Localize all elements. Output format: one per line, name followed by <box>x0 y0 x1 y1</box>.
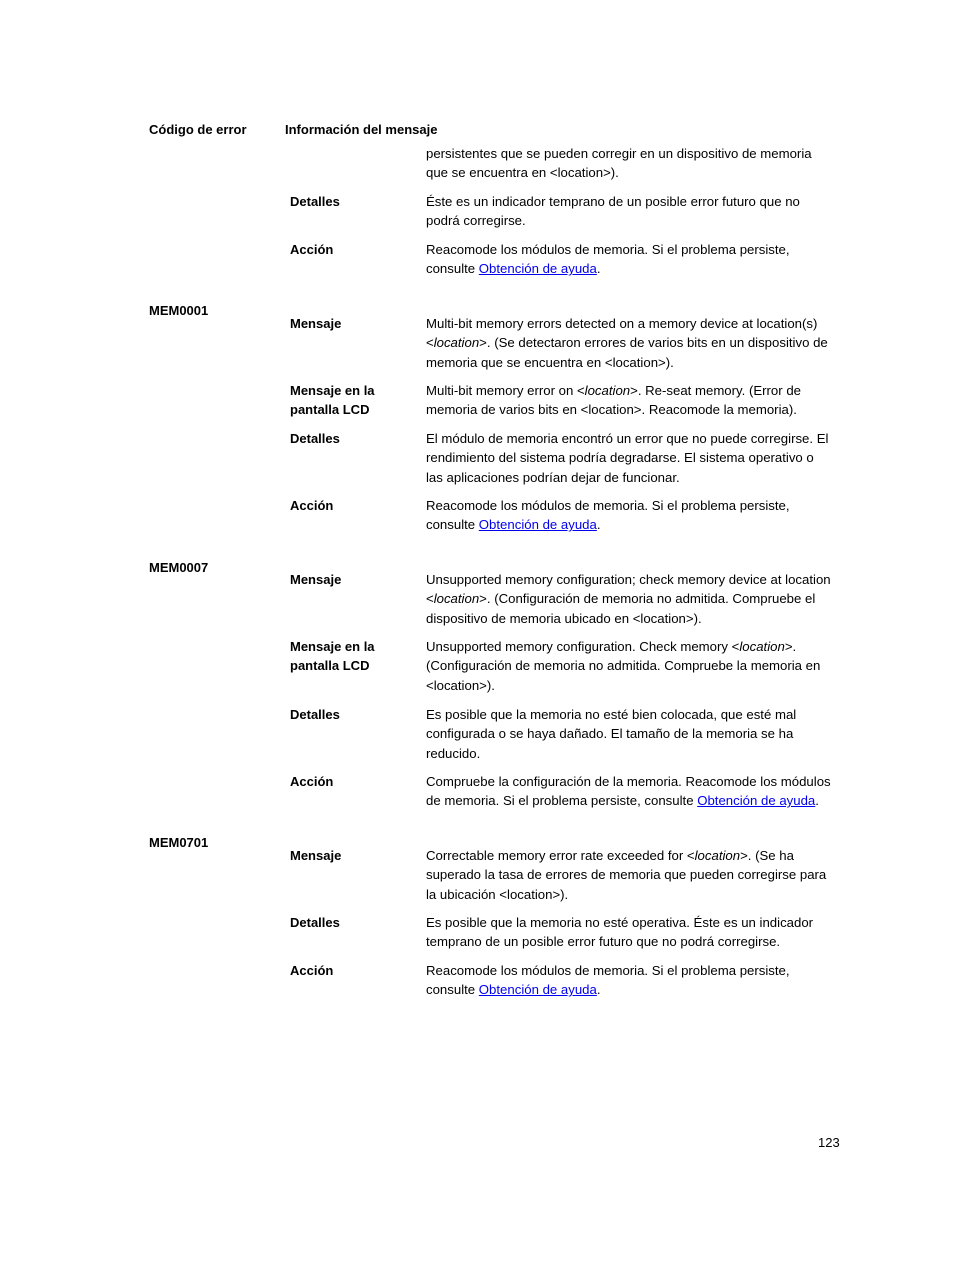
mem0001-msg-a: Multi-bit memory errors detected on a memory device at location(s) < <box>426 316 818 351</box>
mem0001-action-prefix: Reacomode los módulos de memoria. Si el problema persiste, consulte <box>426 498 790 533</box>
mem0701-msg-b: >. (Se ha superado la tasa de errores de memoria que pueden corregirse para la ubicación <location>). <box>426 848 827 902</box>
mem0701-msg-a: Correctable memory error rate exceeded for < <box>426 848 695 863</box>
mem0701-help-link[interactable]: Obtención de ayuda <box>478 982 597 998</box>
continued-details-label: Detalles <box>290 194 340 209</box>
mem0007-help-link[interactable]: Obtención de ayuda <box>697 793 816 809</box>
mem0007-action-label: Acción <box>290 774 334 789</box>
mem0001-msg-italic: location <box>433 335 480 351</box>
column-header-message-info: Información del mensaje <box>285 122 438 137</box>
mem0007-details-text: Es posible que la memoria no esté bien colocada, que esté mal configurada o se haya dañado. El tamaño de la memoria se ha reducido. <box>426 707 797 761</box>
mem0001-lcd-b: >. Re-seat memory. (Error de memoria de varios bits en <location>. Reacomode la memoria). <box>426 383 801 418</box>
continued-details-text: Éste es un indicador temprano de un posible error futuro que no podrá corregirse. <box>426 194 800 229</box>
mem0007-msg-b: >. (Configuración de memoria no admitida. Compruebe el dispositivo de memoria ubicado en <location>). <box>426 591 816 626</box>
mem0701-action-text <box>426 961 834 1000</box>
mem0701-details-text: Es posible que la memoria no esté operativa. Éste es un indicador temprano de un posible error futuro que no podrá corregirse. <box>426 915 814 950</box>
mem0007-message-text <box>426 570 834 628</box>
page-number: 123 <box>818 1135 840 1150</box>
mem0701-message-text <box>426 846 834 904</box>
mem0001-message-label: Mensaje <box>290 316 342 331</box>
mem0001-details-text: El módulo de memoria encontró un error que no puede corregirse. El rendimiento del sistema podría degradarse. El sistema operativo o las aplicaciones podrían dejar de funcionar. <box>426 431 829 485</box>
mem0001-message-text <box>426 314 834 372</box>
mem0001-lcd-label: Mensaje en la pantalla LCD <box>290 383 375 418</box>
mem0701-details-label: Detalles <box>290 915 340 930</box>
mem0007-action-end: . <box>815 793 819 809</box>
mem0701-action-label: Acción <box>290 963 334 978</box>
mem0007-lcd-italic: location <box>739 639 785 654</box>
mem0007-lcd-label: Mensaje en la pantalla LCD <box>290 639 375 674</box>
mem0001-action-end: . <box>596 517 601 533</box>
continued-action-prefix: Reacomode los módulos de memoria. Si el problema persiste, consulte <box>426 242 790 277</box>
mem0007-lcd-text <box>426 637 834 695</box>
mem0001-action-label: Acción <box>290 498 334 513</box>
mem0007-lcd-a: Unsupported memory configuration. Check memory < <box>426 639 740 654</box>
mem0701-msg-italic: location <box>694 848 741 863</box>
mem0701-action-prefix: Reacomode los módulos de memoria. Si el problema persiste, consulte <box>426 963 790 998</box>
continued-message-text <box>426 144 834 183</box>
mem0007-msg-italic: location <box>433 591 480 607</box>
error-code-mem0007: MEM0007 <box>149 560 209 575</box>
error-code-mem0001: MEM0001 <box>149 303 209 318</box>
mem0007-action-prefix: Compruebe la configuración de la memoria. Reacomode los módulos de memoria. Si el problema persiste, consulte <box>426 774 831 809</box>
mem0001-action-text <box>426 496 834 535</box>
mem0007-msg-a: Unsupported memory configuration; check memory device at location < <box>426 572 831 607</box>
mem0007-action-text <box>426 772 834 811</box>
continued-action-text <box>426 240 834 279</box>
mem0007-lcd-b: >. (Configuración de memoria no admitida. Compruebe la memoria en <location>). <box>426 639 821 693</box>
mem0701-message-label: Mensaje <box>290 848 342 863</box>
mem0007-details-label: Detalles <box>290 707 340 722</box>
mem0701-action-end: . <box>596 982 601 998</box>
continued-text-line1: persistentes que se pueden corregir en un dispositivo de memoria <box>426 146 812 161</box>
mem0001-lcd-text <box>426 381 834 420</box>
mem0007-message-label: Mensaje <box>290 572 342 587</box>
column-header-error-code: Código de error <box>149 122 247 137</box>
mem0001-msg-b: >. (Se detectaron errores de varios bits en un dispositivo de memoria que se encuentra en <location>). <box>426 335 828 370</box>
continued-help-link[interactable]: Obtención de ayuda <box>478 261 597 277</box>
mem0001-lcd-italic: location <box>584 383 631 398</box>
mem0001-lcd-a: Multi-bit memory error on < <box>426 383 585 398</box>
mem0001-details-label: Detalles <box>290 431 340 446</box>
continued-action-end: . <box>596 261 601 277</box>
mem0001-help-link[interactable]: Obtención de ayuda <box>478 517 597 533</box>
continued-action-label: Acción <box>290 242 334 257</box>
error-code-mem0701: MEM0701 <box>149 835 209 850</box>
continued-text-line2: que se encuentra en <location>). <box>426 165 619 181</box>
